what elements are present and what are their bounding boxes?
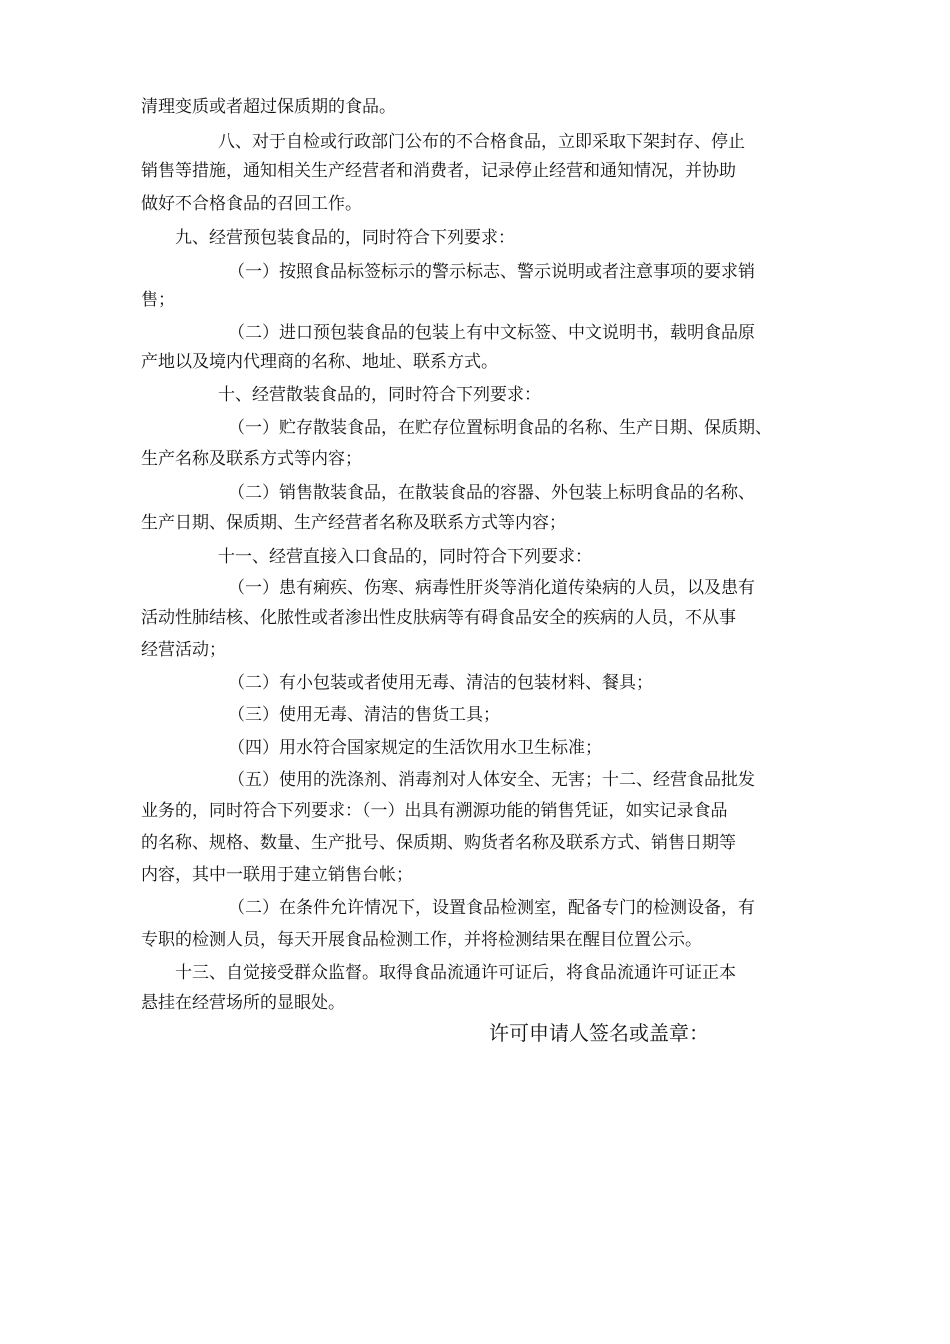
text-line: （一）按照食品标签标示的警示标志、警示说明或者注意事项的要求销 — [228, 262, 755, 282]
text-line: 售； — [141, 290, 175, 310]
text-line: （一）贮存散装食品，在贮存位置标明食品的名称、生产日期、保质期、 — [228, 418, 772, 438]
text-line: 悬挂在经营场所的显眼处。 — [141, 993, 345, 1013]
text-line: 九、经营预包装食品的，同时符合下列要求： — [175, 228, 515, 248]
text-line: 的名称、规格、数量、生产批号、保质期、购货者名称及联系方式、销售日期等 — [141, 833, 736, 853]
text-line: 业务的，同时符合下列要求：（一）出具有溯源功能的销售凭证，如实记录食品 — [141, 801, 728, 821]
text-line: 经营活动； — [141, 640, 226, 660]
text-line: （二）在条件允许情况下，设置食品检测室，配备专门的检测设备，有 — [228, 898, 755, 918]
text-line: （一）患有痢疾、伤寒、病毒性肝炎等消化道传染病的人员，以及患有 — [228, 578, 755, 598]
text-line: （五）使用的洗涤剂、消毒剂对人体安全、无害；十二、经营食品批发 — [228, 770, 755, 790]
text-line: 十、经营散装食品的，同时符合下列要求： — [218, 385, 541, 405]
text-line: 专职的检测人员，每天开展食品检测工作，并将检测结果在醒目位置公示。 — [141, 930, 702, 950]
text-line: 活动性肺结核、化脓性或者渗出性皮肤病等有碍食品安全的疾病的人员，不从事 — [141, 608, 736, 628]
text-line: 八、对于自检或行政部门公布的不合格食品，立即采取下架封存、停止 — [218, 132, 745, 152]
text-line: 内容，其中一联用于建立销售台帐； — [141, 865, 413, 885]
signature-label: 许可申请人签名或盖章： — [489, 1021, 709, 1045]
text-line: （三）使用无毒、清洁的售货工具； — [228, 705, 500, 725]
text-line: 销售等措施，通知相关生产经营者和消费者，记录停止经营和通知情况，并协助 — [141, 161, 736, 181]
text-line: 产地以及境内代理商的名称、地址、联系方式。 — [141, 352, 498, 372]
text-line: （二）进口预包装食品的包装上有中文标签、中文说明书，载明食品原 — [228, 323, 755, 343]
text-line: 做好不合格食品的召回工作。 — [141, 194, 362, 214]
text-line: （二）销售散装食品，在散装食品的容器、外包装上标明食品的名称、 — [228, 483, 755, 503]
text-line: 清理变质或者超过保质期的食品。 — [141, 97, 396, 117]
text-line: （二）有小包装或者使用无毒、清洁的包装材料、餐具； — [228, 673, 653, 693]
text-line: 生产名称及联系方式等内容； — [141, 449, 362, 469]
text-line: 十三、自觉接受群众监督。取得食品流通许可证后，将食品流通许可证正本 — [175, 963, 736, 983]
text-line: （四）用水符合国家规定的生活饮用水卫生标准； — [228, 738, 602, 758]
text-line: 十一、经营直接入口食品的，同时符合下列要求： — [218, 547, 592, 567]
text-line: 生产日期、保质期、生产经营者名称及联系方式等内容； — [141, 513, 566, 533]
